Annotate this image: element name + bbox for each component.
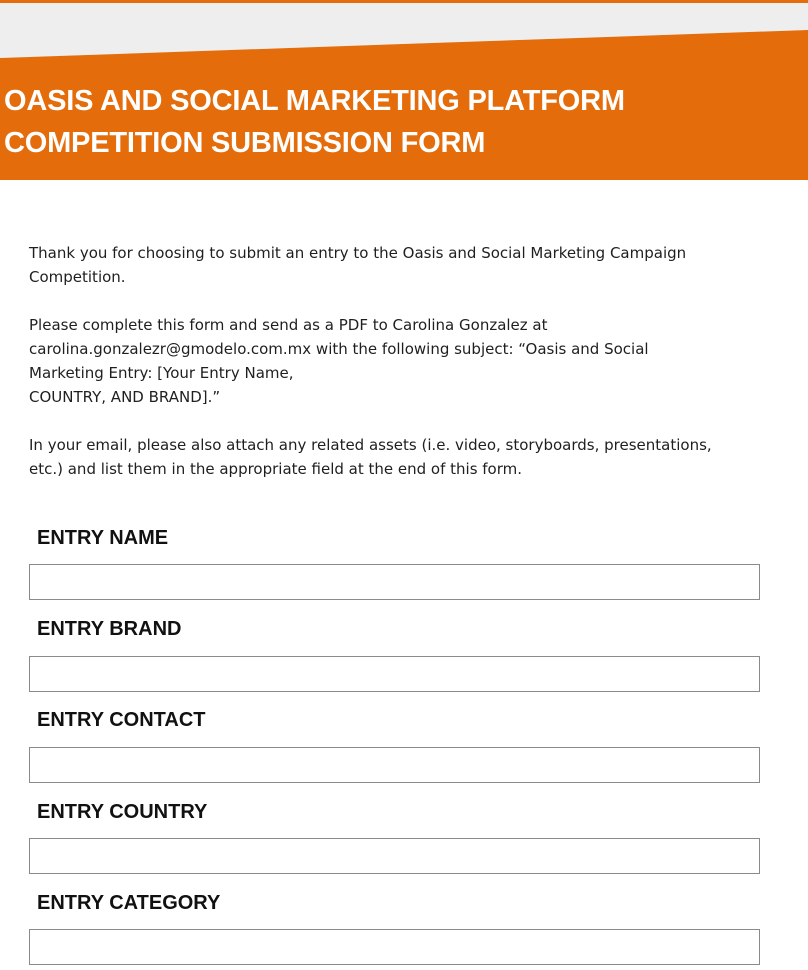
entry-name-label: ENTRY NAME (37, 527, 169, 549)
intro-text (29, 241, 779, 505)
intro-paragraph-assets (29, 433, 779, 481)
entry-contact-field[interactable] (29, 747, 760, 783)
entry-category-field[interactable] (29, 929, 760, 965)
entry-name-field[interactable] (29, 564, 760, 600)
entry-category-label: ENTRY CATEGORY (37, 892, 221, 914)
intro-instructions-line-3: Marketing Entry: [Your Entry Name, (29, 364, 294, 382)
entry-contact-label: ENTRY CONTACT (37, 709, 206, 731)
form-title-line-1: OASIS AND SOCIAL MARKETING PLATFORM (4, 85, 625, 117)
entry-brand-label: ENTRY BRAND (37, 618, 182, 640)
form-title-line-2: COMPETITION SUBMISSION FORM (4, 127, 486, 159)
entry-country-field[interactable] (29, 838, 760, 874)
top-accent-rule (0, 0, 808, 3)
intro-thanks-line-2: Competition. (29, 268, 126, 286)
intro-paragraph-thanks (29, 241, 779, 289)
entry-brand-field[interactable] (29, 656, 760, 692)
intro-instructions-line-1: Please complete this form and send as a PDF to Carolina Gonzalez at (29, 316, 548, 334)
intro-paragraph-instructions (29, 313, 779, 409)
intro-instructions-line-4: COUNTRY, AND BRAND].” (29, 388, 221, 406)
intro-assets-line-1: In your email, please also attach any related assets (i.e. video, storyboards, presentations, (29, 436, 712, 454)
intro-assets-line-2: etc.) and list them in the appropriate field at the end of this form. (29, 460, 523, 478)
intro-instructions-line-2: carolina.gonzalezr@gmodelo.com.mx with the following subject: “Oasis and Social (29, 340, 649, 358)
intro-thanks-line-1: Thank you for choosing to submit an entry to the Oasis and Social Marketing Campaign (29, 244, 687, 262)
entry-country-label: ENTRY COUNTRY (37, 801, 208, 823)
form-title (4, 80, 794, 164)
